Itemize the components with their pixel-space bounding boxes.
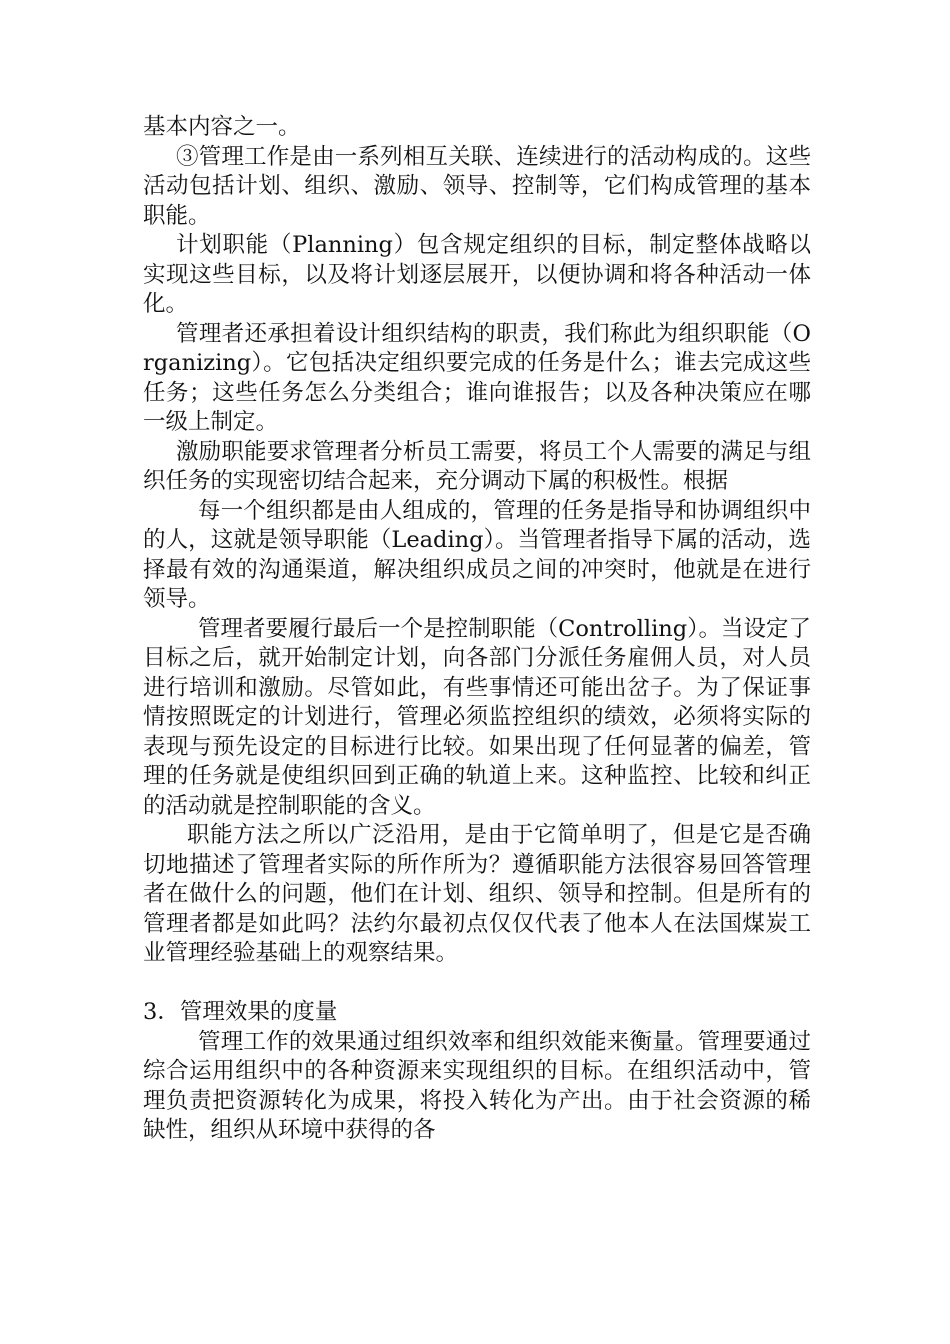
paragraph-management-activities: ③管理工作是由一系列相互关联、连续进行的活动构成的。这些活动包括计划、组织、激励、领导、控制等，它们构成管理的基本职能。 <box>143 143 811 229</box>
paragraph-controlling: 管理者要履行最后一个是控制职能（Controlling）。当设定了目标之后，就开始制定计划，向各部门分派任务雇佣人员，对人员进行培训和激励。尽管如此，有些事情还可能出岔子。为了保证事情按照既定的计划进行，管理必须监控组织的绩效，必须将实际的表现与预先设定的目标进行比较。如果出现了任何显著的偏差，管理的任务就是使组织回到正确的轨道上来。这种监控、比较和纠正的活动就是控制职能的含义。 <box>143 615 811 819</box>
document-page <box>143 113 811 1146</box>
paragraph-spacer <box>143 969 811 999</box>
paragraph-motivating: 激励职能要求管理者分析员工需要，将员工个人需要的满足与组织任务的实现密切结合起来，充分调动下属的积极性。根据 <box>143 438 811 494</box>
paragraph-organizing: 管理者还承担着设计组织结构的职责，我们称此为组织职能（Organizing）。它包括决定组织要完成的任务是什么；谁去完成这些任务；这些任务怎么分类组合；谁向谁报告；以及各种决策应在哪一级上制定。 <box>143 320 811 435</box>
paragraph-leading: 每一个组织都是由人组成的，管理的任务是指导和协调组织中的人，这就是领导职能（Leading）。当管理者指导下属的活动，选择最有效的沟通渠道，解决组织成员之间的冲突时，他就是在进行领导。 <box>143 497 811 612</box>
section-heading: 3．管理效果的度量 <box>143 999 338 1025</box>
paragraph-planning: 计划职能（Planning）包含规定组织的目标，制定整体战略以实现这些目标，以及将计划逐层展开，以便协调和将各种活动一体化。 <box>143 232 811 317</box>
paragraph-functional-approach: 职能方法之所以广泛沿用，是由于它简单明了，但是它是否确切地描述了管理者实际的所作所为？遵循职能方法很容易回答管理者在做什么的问题，他们在计划、组织、领导和控制。但是所有的管理者都是如此吗？法约尔最初点仅仅代表了他本人在法国煤炭工业管理经验基础上的观察结果。 <box>143 822 811 966</box>
paragraph-continuation: 基本内容之一。 <box>143 114 301 140</box>
paragraph-effectiveness: 管理工作的效果通过组织效率和组织效能来衡量。管理要通过综合运用组织中的各种资源来实现组织的目标。在组织活动中，管理负责把资源转化为成果，将投入转化为产出。由于社会资源的稀缺性，组织从环境中获得的各 <box>143 1028 811 1143</box>
